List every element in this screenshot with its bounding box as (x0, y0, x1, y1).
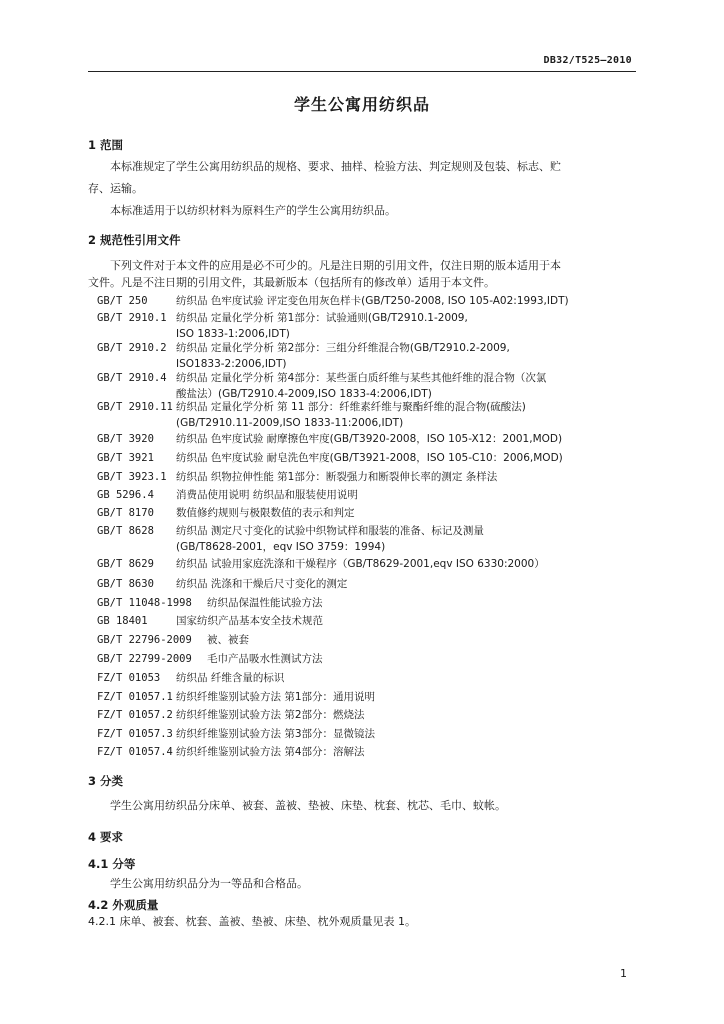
reference-title: 纺织品 定量化学分析 第 11 部分：纤维素纤维与聚酯纤维的混合物(硫酸法) (176, 401, 526, 413)
reference-item (97, 577, 348, 591)
reference-code: GB/T 8630 (97, 578, 154, 590)
reference-title: 纺织纤维鉴别试验方法 第3部分：显微镜法 (176, 728, 376, 740)
section-3-para: 学生公寓用纺织品分床单、被套、盖被、垫被、床垫、枕套、枕芯、毛巾、蚊帐。 (110, 799, 506, 812)
reference-item (97, 671, 285, 685)
section-1-heading: 1 范围 (88, 138, 124, 152)
reference-title-continuation: ISO 1833-1:2006,IDT) (176, 328, 290, 340)
reference-code: GB/T 8628 (97, 525, 154, 537)
reference-item (97, 652, 323, 666)
standard-code: DB32/T525—2010 (543, 55, 632, 66)
reference-title: 国家纺织产品基本安全技术规范 (176, 615, 323, 627)
reference-code: FZ/T 01057.2 (97, 709, 173, 721)
section-1-para-1-line-1: 本标准规定了学生公寓用纺织品的规格、要求、抽样、检验方法、判定规则及包装、标志、贮 (110, 160, 561, 173)
reference-code: GB/T 8170 (97, 507, 154, 519)
reference-code: GB/T 3920 (97, 433, 154, 445)
reference-item (97, 341, 510, 355)
reference-title: 纺织品 测定尺寸变化的试验中织物试样和服装的准备、标记及测量 (176, 525, 484, 537)
reference-title: 纺织纤维鉴别试验方法 第1部分：通用说明 (176, 691, 376, 703)
reference-code: GB/T 2910.11 (97, 401, 173, 413)
reference-item (97, 614, 323, 628)
reference-code: GB/T 22799-2009 (97, 653, 192, 665)
reference-code: FZ/T 01053 (97, 672, 161, 684)
section-4-2-1-line: 4.2.1 床单、被套、枕套、盖被、垫被、床垫、枕外观质量见表 1。 (88, 915, 416, 928)
reference-code: GB/T 2910.1 (97, 312, 167, 324)
reference-item (97, 311, 468, 325)
section-1-para-1-line-2: 存、运输。 (88, 182, 143, 195)
reference-title-continuation: (GB/T2910.11-2009,ISO 1833-11:2006,IDT) (176, 417, 404, 429)
reference-item (97, 690, 376, 704)
reference-title: 纺织品保温性能试验方法 (207, 597, 323, 609)
reference-item (97, 745, 365, 759)
section-4-heading: 4 要求 (88, 830, 124, 844)
reference-item (97, 432, 563, 446)
reference-title: 纺织品 定量化学分析 第4部分：某些蛋白质纤维与某些其他纤维的混合物（次氯 (176, 372, 547, 384)
reference-code: GB/T 22796-2009 (97, 634, 192, 646)
reference-title-continuation: ISO1833-2:2006,IDT) (176, 358, 287, 370)
reference-title: 纺织品 洗涤和干燥后尺寸变化的测定 (176, 578, 348, 590)
reference-code: GB/T 250 (97, 295, 148, 307)
section-4-2-heading: 4.2 外观质量 (88, 898, 159, 912)
reference-title: 纺织品 织物拉伸性能 第1部分：断裂强力和断裂伸长率的测定 条样法 (176, 471, 498, 483)
reference-item (97, 451, 563, 465)
reference-item (97, 727, 376, 741)
reference-item (97, 470, 498, 484)
reference-item (97, 371, 547, 385)
reference-code: GB/T 2910.4 (97, 372, 167, 384)
reference-code: GB/T 3923.1 (97, 471, 167, 483)
reference-code: GB 5296.4 (97, 489, 154, 501)
page-number: 1 (620, 967, 627, 980)
reference-item (97, 294, 569, 308)
reference-item (97, 596, 323, 610)
reference-title: 纺织纤维鉴别试验方法 第2部分：燃烧法 (176, 709, 365, 721)
reference-code: FZ/T 01057.3 (97, 728, 173, 740)
section-2-heading: 2 规范性引用文件 (88, 233, 181, 247)
reference-item (97, 708, 365, 722)
reference-title: 纺织品 色牢度试验 耐皂洗色牢度(GB/T3921-2008，ISO 105-C10：2006,MOD) (176, 452, 563, 464)
reference-title: 纺织品 定量化学分析 第2部分：三组分纤维混合物(GB/T2910.2-2009, (176, 342, 510, 354)
reference-title: 消费品使用说明 纺织品和服装使用说明 (176, 489, 358, 501)
reference-code: FZ/T 01057.1 (97, 691, 173, 703)
section-4-1-para: 学生公寓用纺织品分为一等品和合格品。 (110, 877, 308, 890)
reference-item (97, 633, 249, 647)
reference-code: GB/T 11048-1998 (97, 597, 192, 609)
reference-code: GB/T 2910.2 (97, 342, 167, 354)
document-title: 学生公寓用纺织品 (293, 95, 430, 114)
reference-item (97, 400, 526, 414)
reference-title: 纺织品 定量化学分析 第1部分：试验通则(GB/T2910.1-2009, (176, 312, 468, 324)
reference-title-continuation: (GB/T8628-2001，eqv ISO 3759：1994) (176, 541, 386, 553)
reference-item (97, 506, 355, 520)
reference-item (97, 488, 358, 502)
section-4-1-heading: 4.1 分等 (88, 857, 136, 871)
reference-title: 纺织品 试验用家庭洗涤和干燥程序（GB/T8629-2001,eqv ISO 6330:2000） (176, 558, 545, 570)
reference-title: 纺织品 色牢度试验 耐摩擦色牢度(GB/T3920-2008，ISO 105-X12：2001,MOD) (176, 433, 563, 445)
reference-code: GB 18401 (97, 615, 148, 627)
header-rule (88, 71, 636, 72)
reference-code: GB/T 3921 (97, 452, 154, 464)
reference-item (97, 557, 545, 571)
reference-code: GB/T 8629 (97, 558, 154, 570)
reference-title: 纺织品 纤维含量的标识 (176, 672, 285, 684)
section-1-para-2: 本标准适用于以纺织材料为原料生产的学生公寓用纺织品。 (110, 204, 396, 217)
reference-item (97, 524, 484, 538)
reference-title: 被、被套 (207, 634, 249, 646)
section-3-heading: 3 分类 (88, 774, 124, 788)
reference-code: FZ/T 01057.4 (97, 746, 173, 758)
reference-title: 纺织纤维鉴别试验方法 第4部分：溶解法 (176, 746, 365, 758)
reference-title-continuation: 酸盐法）(GB/T2910.4-2009,ISO 1833-4:2006,IDT) (176, 388, 432, 400)
section-2-intro-line-1: 下列文件对于本文件的应用是必不可少的。凡是注日期的引用文件，仅注日期的版本适用于本 (110, 259, 561, 272)
reference-title: 毛巾产品吸水性测试方法 (207, 653, 323, 665)
reference-title: 数值修约规则与极限数值的表示和判定 (176, 507, 355, 519)
section-2-intro-line-2: 文件。凡是不注日期的引用文件，其最新版本（包括所有的修改单）适用于本文件。 (88, 276, 495, 289)
reference-title: 纺织品 色牢度试验 评定变色用灰色样卡(GB/T250-2008, ISO 105-A02:1993,IDT) (176, 295, 569, 307)
